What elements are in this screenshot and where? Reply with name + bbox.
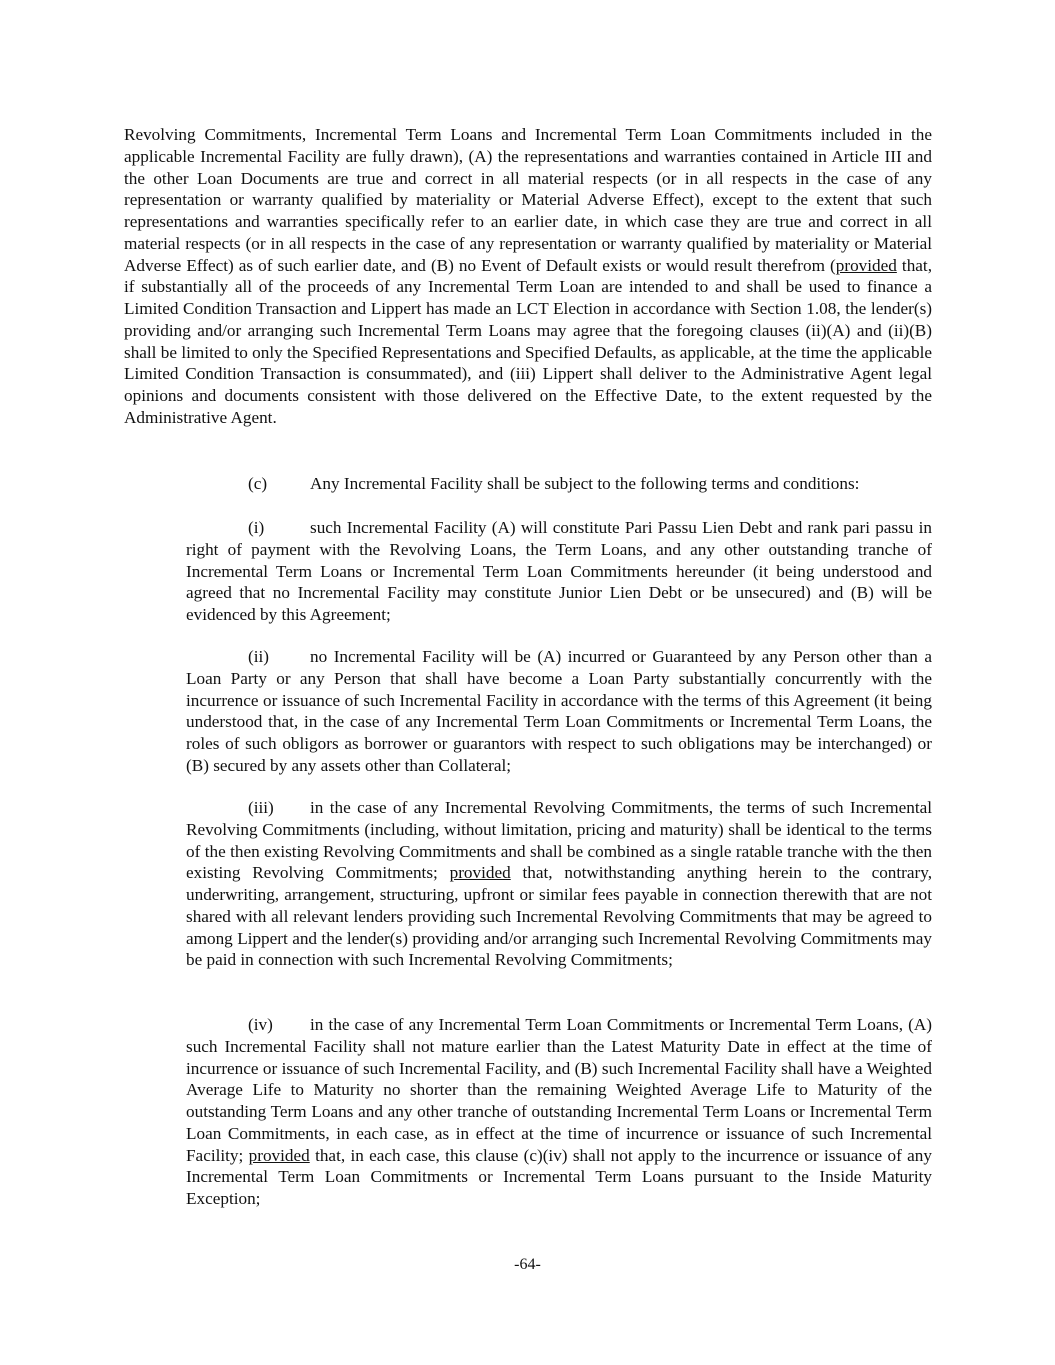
clause-iv-text-cont: that, in each case, this clause (c)(iv) shall not apply to the incurrence or issuance of any Incremental Term Loan Commitments or Incremental Term Loans pursuant to the Inside Maturity Exception; bbox=[186, 1145, 932, 1208]
paragraph-continuation bbox=[124, 124, 932, 429]
clause-ii-label: (ii) bbox=[248, 647, 269, 666]
section-c-heading bbox=[186, 473, 932, 495]
clause-ii-text: no Incremental Facility will be (A) incurred or Guaranteed by any Person other than a Loan Party or any Person that shall have become a Loan Party substantially concurrently with the incurrence or issuance of such Incremental Facility in accordance with the terms of this Agreement (it being understood that, in the case of any Incremental Term Loan Commitments or Incremental Term Loans, the roles of such obligors as borrower or guarantors with respect to such obligations may be interchanged) or (B) secured by any assets other than Collateral; bbox=[186, 647, 932, 775]
section-c-label: (c) bbox=[248, 474, 268, 493]
provided-term: provided bbox=[449, 863, 511, 883]
clause-ii bbox=[186, 646, 932, 777]
clause-iii bbox=[186, 797, 932, 971]
clause-iv bbox=[186, 1014, 932, 1210]
clause-iii-label: (iii) bbox=[248, 798, 274, 817]
paragraph-text: Revolving Commitments, Incremental Term Loans and Incremental Term Loan Commitments included in the applicable Incremental Facility are fully drawn), (A) the representations and warranties contained in Article III and the other Loan Documents are true and correct in all material respects (or in all respects in the case of any representation or warranty qualified by materiality or Material Adverse Effect), except to the extent that such representations and warranties specifically refer to an earlier date, in which case they are true and correct in all material respects (or in all respects in the case of any representation or warranty qualified by materiality or Material Adverse Effect) as of such earlier date, and (B) no Event of Default exists or would result therefrom ( bbox=[124, 125, 932, 275]
clause-iii-text-cont: that, notwithstanding anything herein to the contrary, underwriting, arrangement, structuring, upfront or similar fees payable in connection therewith that are not shared with all relevant lenders providing such Incremental Revolving Commitments that may be agreed to among Lippert and the lender(s) providing and/or arranging such Incremental Revolving Commitments may be paid in connection with such Incremental Revolving Commitments; bbox=[186, 863, 933, 970]
clause-i-text: such Incremental Facility (A) will constitute Pari Passu Lien Debt and rank pari passu in right of payment with the Revolving Loans, the Term Loans, and any other outstanding tranche of Incremental Term Loans or Incremental Term Loan Commitments hereunder (it being understood and agreed that no Incremental Facility may constitute Junior Lien Debt or be unsecured) and (B) will be evidenced by this Agreement; bbox=[186, 518, 932, 624]
provided-term: provided bbox=[248, 1145, 310, 1165]
clause-i-label: (i) bbox=[248, 518, 265, 537]
provided-term: provided bbox=[835, 255, 897, 275]
clause-i bbox=[186, 517, 932, 626]
clause-iv-label: (iv) bbox=[248, 1015, 273, 1034]
clause-iii-text: in the case of any Incremental Revolving Commitments, the terms of such Incremental Revolving Commitments (including, without limitation, pricing and maturity) shall be identical to the terms of the then existing Revolving Commitments and shall be combined as a single ratable tranche with the then existing Revolving Commitments; bbox=[186, 798, 932, 883]
page-number: -64- bbox=[514, 1256, 541, 1273]
section-c-text: Any Incremental Facility shall be subject to the following terms and conditions: bbox=[310, 474, 860, 493]
paragraph-text: that, if substantially all of the proceeds of any Incremental Term Loan are intended to and shall be used to finance a Limited Condition Transaction and Lippert has made an LCT Election in accordance with Section 1.08, the lender(s) providing and/or arranging such Incremental Term Loans may agree that the foregoing clauses (ii)(A) and (ii)(B) shall be limited to only the Specified Representations and Specified Defaults, as applicable, at the time the applicable Limited Condition Transaction is consummated), and (iii) Lippert shall deliver to the Administrative Agent legal opinions and documents consistent with those delivered on the Effective Date, to the extent requested by the Administrative Agent. bbox=[124, 255, 932, 427]
clause-iv-text: in the case of any Incremental Term Loan Commitments or Incremental Term Loans, (A) such Incremental Facility shall not mature earlier than the Latest Maturity Date in effect at the time of incurrence or issuance of such Incremental Facility, and (B) such Incremental Facility shall have a Weighted Average Life to Maturity no shorter than the remaining Weighted Average Life to Maturity of the outstanding Term Loans and any other tranche of outstanding Incremental Term Loans or Incremental Term Loan Commitments, in each case, as in effect at the time of incurrence or issuance of such Incremental Facility; bbox=[186, 1015, 932, 1165]
